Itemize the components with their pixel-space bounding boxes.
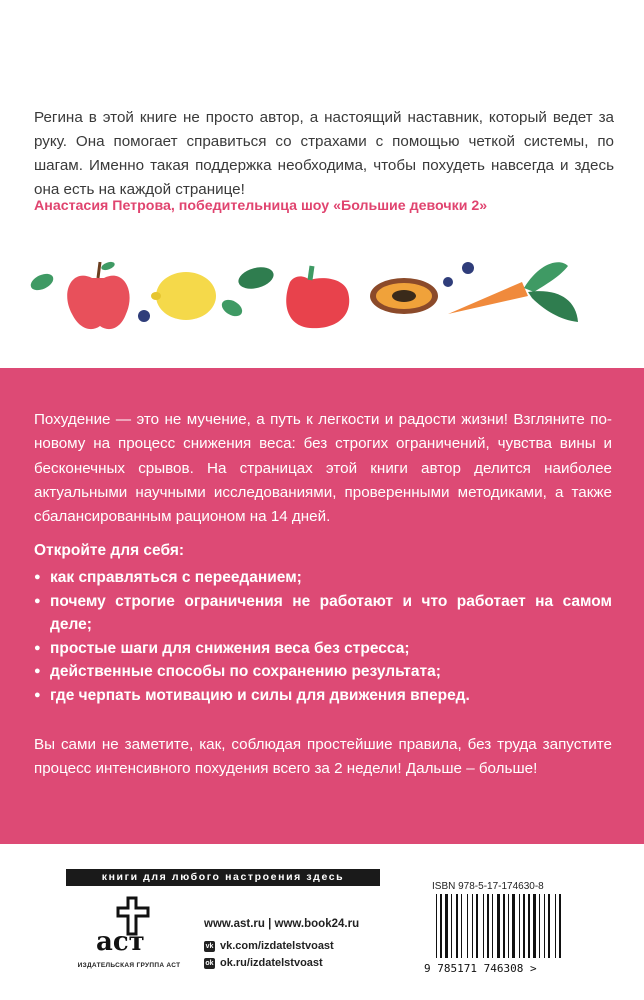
barcode-bar	[451, 894, 452, 958]
barcode-bar	[497, 894, 500, 958]
tagline-banner: книги для любого настроения здесь	[66, 869, 380, 886]
ok-link[interactable]: ok ok.ru/izdatelstvoast	[205, 957, 323, 969]
svg-text:9 785171 746308 >: 9 785171 746308 >	[424, 962, 537, 974]
barcode-bar	[503, 894, 505, 958]
barcode-bar	[555, 894, 556, 958]
barcode-bar	[519, 894, 520, 958]
barcode-bar	[476, 894, 478, 958]
barcode-bar	[512, 894, 515, 958]
apple-icon	[67, 260, 129, 329]
barcode-icon	[422, 894, 592, 974]
website-links: www.ast.ru | www.book24.ru	[204, 918, 360, 930]
vk-icon: vk	[205, 942, 214, 950]
barcode-bar	[467, 894, 468, 958]
list-item: ● простые шаги для снижения веса без стресса;	[34, 637, 612, 661]
barcode-bar	[559, 894, 561, 958]
berry-icon	[462, 262, 474, 274]
barcode-bar	[539, 894, 540, 958]
lemon-icon	[151, 272, 216, 320]
isbn-number: ISBN 978-5-17-174630-8	[432, 881, 544, 892]
ok-icon: ok	[205, 959, 214, 967]
berry-icon	[443, 277, 453, 287]
vk-link[interactable]: vk vk.com/izdatelstvoast	[205, 940, 334, 952]
barcode-bar	[533, 894, 536, 958]
barcode-bar	[492, 894, 493, 958]
discover-title: Откройте для себя:	[34, 542, 185, 559]
description-intro: Похудение — это не мучение, а путь к легкости и радости жизни! Взгляните по-новому на процесс снижения веса: без строгих ограничений, чувства вины и бесконечных срывов. На страницах этой книги автор делится наиболее актуальными научными исследованиями, проверенными методиками, а также сбалансированным рационом на 14 дней.	[34, 411, 612, 526]
discover-list	[34, 566, 612, 707]
barcode-bar	[528, 894, 530, 958]
publisher-name: ИЗДАТЕЛЬСКАЯ ГРУППА АСТ	[77, 962, 181, 969]
ast-logo-icon	[92, 894, 156, 956]
description-outro: Вы сами не заметите, как, соблюдая простейшие правила, без труда запустите процесс интенсивного похудения всего за 2 недели! Дальше – больше!	[34, 736, 612, 778]
list-item: ● действенные способы по сохранению результата;	[34, 660, 612, 684]
barcode-bar	[456, 894, 458, 958]
quote-attribution: Анастасия Петрова, победительница шоу «Большие девочки 2»	[34, 198, 488, 214]
fruit-illustrations	[20, 252, 620, 338]
list-item: ● почему строгие ограничения не работают и что работает на самом деле;	[34, 590, 612, 637]
barcode-bar	[523, 894, 525, 958]
barcode-bar	[440, 894, 442, 958]
top-section	[0, 0, 644, 368]
barcode-bar	[487, 894, 489, 958]
barcode-bar	[445, 894, 448, 958]
barcode-bar	[461, 894, 462, 958]
berry-icon	[138, 310, 150, 322]
publisher-footer	[0, 844, 644, 1000]
papaya-icon	[370, 278, 438, 314]
spinach-leaf-icon	[236, 264, 276, 293]
description-panel	[0, 368, 644, 844]
barcode-bar	[483, 894, 484, 958]
svg-text:аст: аст	[96, 927, 145, 956]
barcode-bar	[544, 894, 545, 958]
barcode-bar	[436, 894, 437, 958]
list-item: ● где черпать мотивацию и силы для движения вперед.	[34, 684, 612, 708]
leaf-icon	[28, 271, 56, 294]
barcode-bar	[472, 894, 473, 958]
list-item: ● как справляться с перееданием;	[34, 566, 612, 590]
barcode-bar	[508, 894, 509, 958]
pepper-icon	[286, 266, 349, 328]
barcode-bar	[548, 894, 550, 958]
leaf-icon	[219, 296, 245, 319]
quote-text: Регина в этой книге не просто автор, а настоящий наставник, который ведет за руку. Она помогает справиться со страхами с помощью четкой системы, по шагам. Именно такая поддержка необходима, чтобы похудеть навсегда и здесь она есть на каждой странице!	[34, 109, 614, 198]
